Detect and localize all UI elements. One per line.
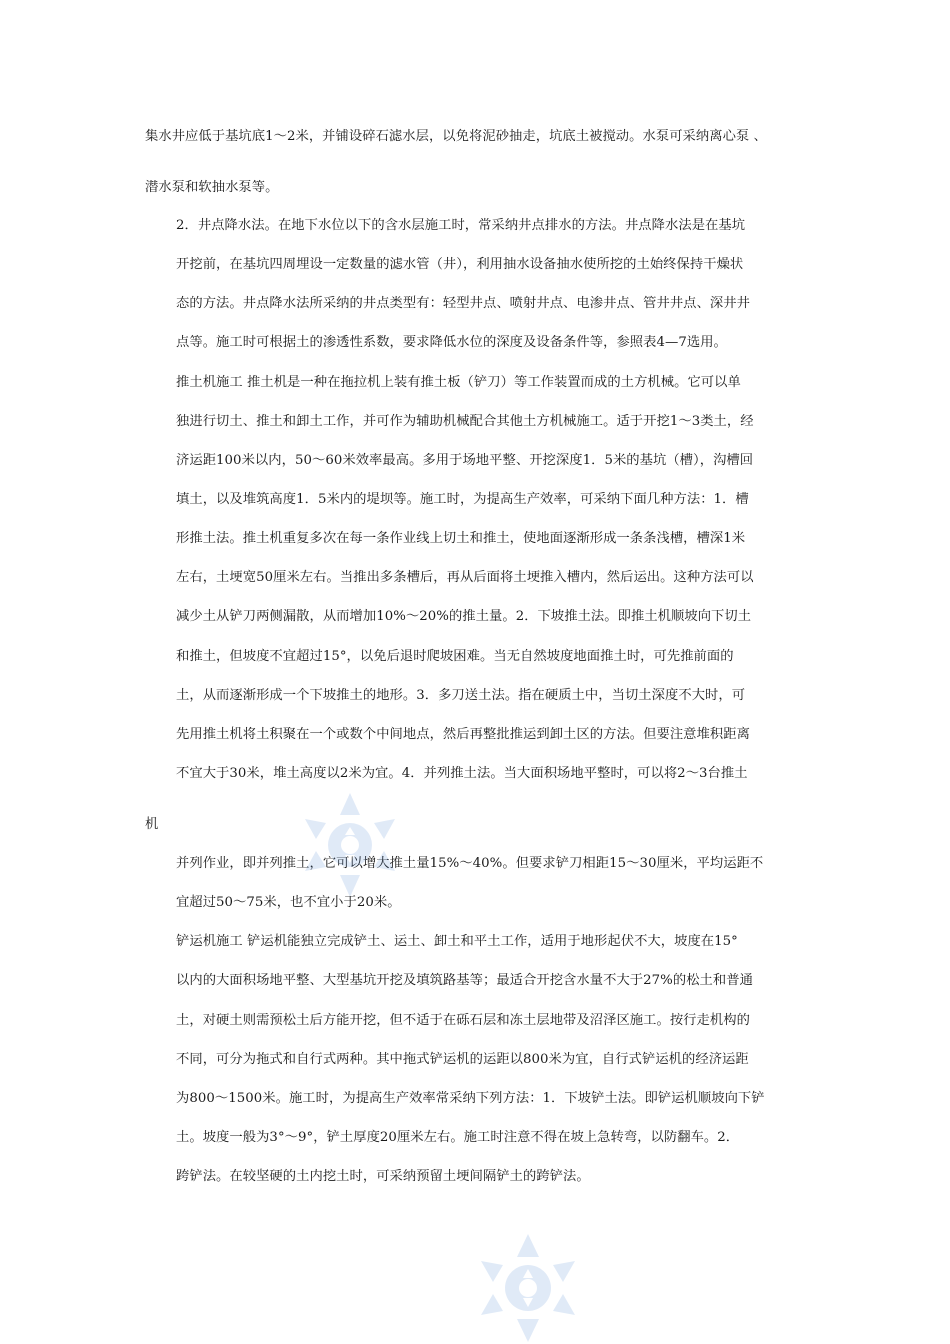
text-line: 不宜大于30米，堆土高度以2米为宜。4．并列推土法。当大面积场地平整时，可以将2～3台推土: [176, 766, 748, 781]
text-line: 并列作业，即并列推土，它可以增大推土量15%～40%。但要求铲刀相距15～30厘米，平均运距不: [176, 856, 764, 871]
text-line: 潜水泵和软抽水泵等。: [145, 180, 279, 195]
text-line: 左右，土埂宽50厘米左右。当推出多条槽后，再从后面将土埂推入槽内，然后运出。这种方法可以: [176, 570, 754, 585]
text-line: 2．井点降水法。在地下水位以下的含水层施工时，常采纳井点排水的方法。井点降水法是在基坑: [176, 218, 746, 233]
text-line: 和推土，但坡度不宜超过15°，以免后退时爬坡困难。当无自然坡度地面推土时，可先推前面的: [176, 649, 734, 664]
text-line: 开挖前，在基坑四周埋设一定数量的滤水管（井），利用抽水设备抽水使所挖的土始终保持干燥状: [176, 257, 744, 272]
text-line: 推土机施工 推土机是一种在拖拉机上装有推土板（铲刀）等工作装置而成的土方机械。它可以单: [176, 375, 741, 390]
text-line: 集水井应低于基坑底1～2米，并铺设碎石滤水层，以免将泥砂抽走，坑底土被搅动。水泵可采纳离心泵 、: [145, 129, 767, 144]
text-line: 形推土法。推土机重复多次在每一条作业线上切土和推土，使地面逐渐形成一条条浅槽，槽深1米: [176, 531, 746, 546]
text-line: 铲运机施工 铲运机能独立完成铲土、运土、卸土和平土工作，适用于地形起伏不大，坡度在15°: [176, 934, 738, 949]
watermark-flower-icon: [302, 790, 398, 900]
text-line: 减少土从铲刀两侧漏散，从而增加10%～20%的推土量。2．下坡推土法。即推土机顺坡向下切土: [176, 609, 752, 624]
watermark-flower-icon: [478, 1232, 578, 1344]
text-line: 宜超过50～75米，也不宜小于20米。: [176, 895, 401, 910]
text-line: 不同，可分为拖式和自行式两种。其中拖式铲运机的运距以800米为宜，自行式铲运机的经济运距: [176, 1052, 749, 1067]
text-line: 态的方法。井点降水法所采纳的井点类型有：轻型井点、喷射井点、电渗井点、管井井点、深井井: [176, 296, 750, 311]
text-line: 填土，以及堆筑高度1．5米内的堤坝等。施工时，为提高生产效率，可采纳下面几种方法：1．槽: [176, 492, 749, 507]
text-line: 机: [145, 817, 159, 832]
text-line: 以内的大面积场地平整、大型基坑开挖及填筑路基等；最适合开挖含水量不大于27%的松土和普通: [176, 973, 753, 988]
text-line: 土，从而逐渐形成一个下坡推土的地形。3．多刀送土法。指在硬质土中，当切土深度不大时，可: [176, 688, 746, 703]
text-line: 独进行切土、推土和卸土工作，并可作为辅助机械配合其他土方机械施工。适于开挖1～3类土，经: [176, 414, 754, 429]
text-line: 济运距100米以内，50～60米效率最高。多用于场地平整、开挖深度1．5米的基坑（槽），沟槽回: [176, 453, 754, 468]
text-line: 为800～1500米。施工时，为提高生产效率常采纳下列方法：1．下坡铲土法。即铲运机顺坡向下铲: [176, 1091, 765, 1106]
text-line: 点等。施工时可根据土的渗透性系数，要求降低水位的深度及设备条件等，参照表4—7选用。: [176, 335, 727, 350]
text-line: 跨铲法。在较坚硬的土内挖土时，可采纳预留土埂间隔铲土的跨铲法。: [176, 1169, 590, 1184]
text-line: 土，对硬土则需预松土后方能开挖，但不适于在砾石层和冻土层地带及沼泽区施工。按行走机构的: [176, 1013, 750, 1028]
text-line: 先用推土机将土积聚在一个或数个中间地点，然后再整批推运到卸土区的方法。但要注意堆积距离: [176, 727, 750, 742]
text-line: 土。坡度一般为3°～9°，铲土厚度20厘米左右。施工时注意不得在坡上急转弯，以防翻车。2．: [176, 1130, 740, 1145]
